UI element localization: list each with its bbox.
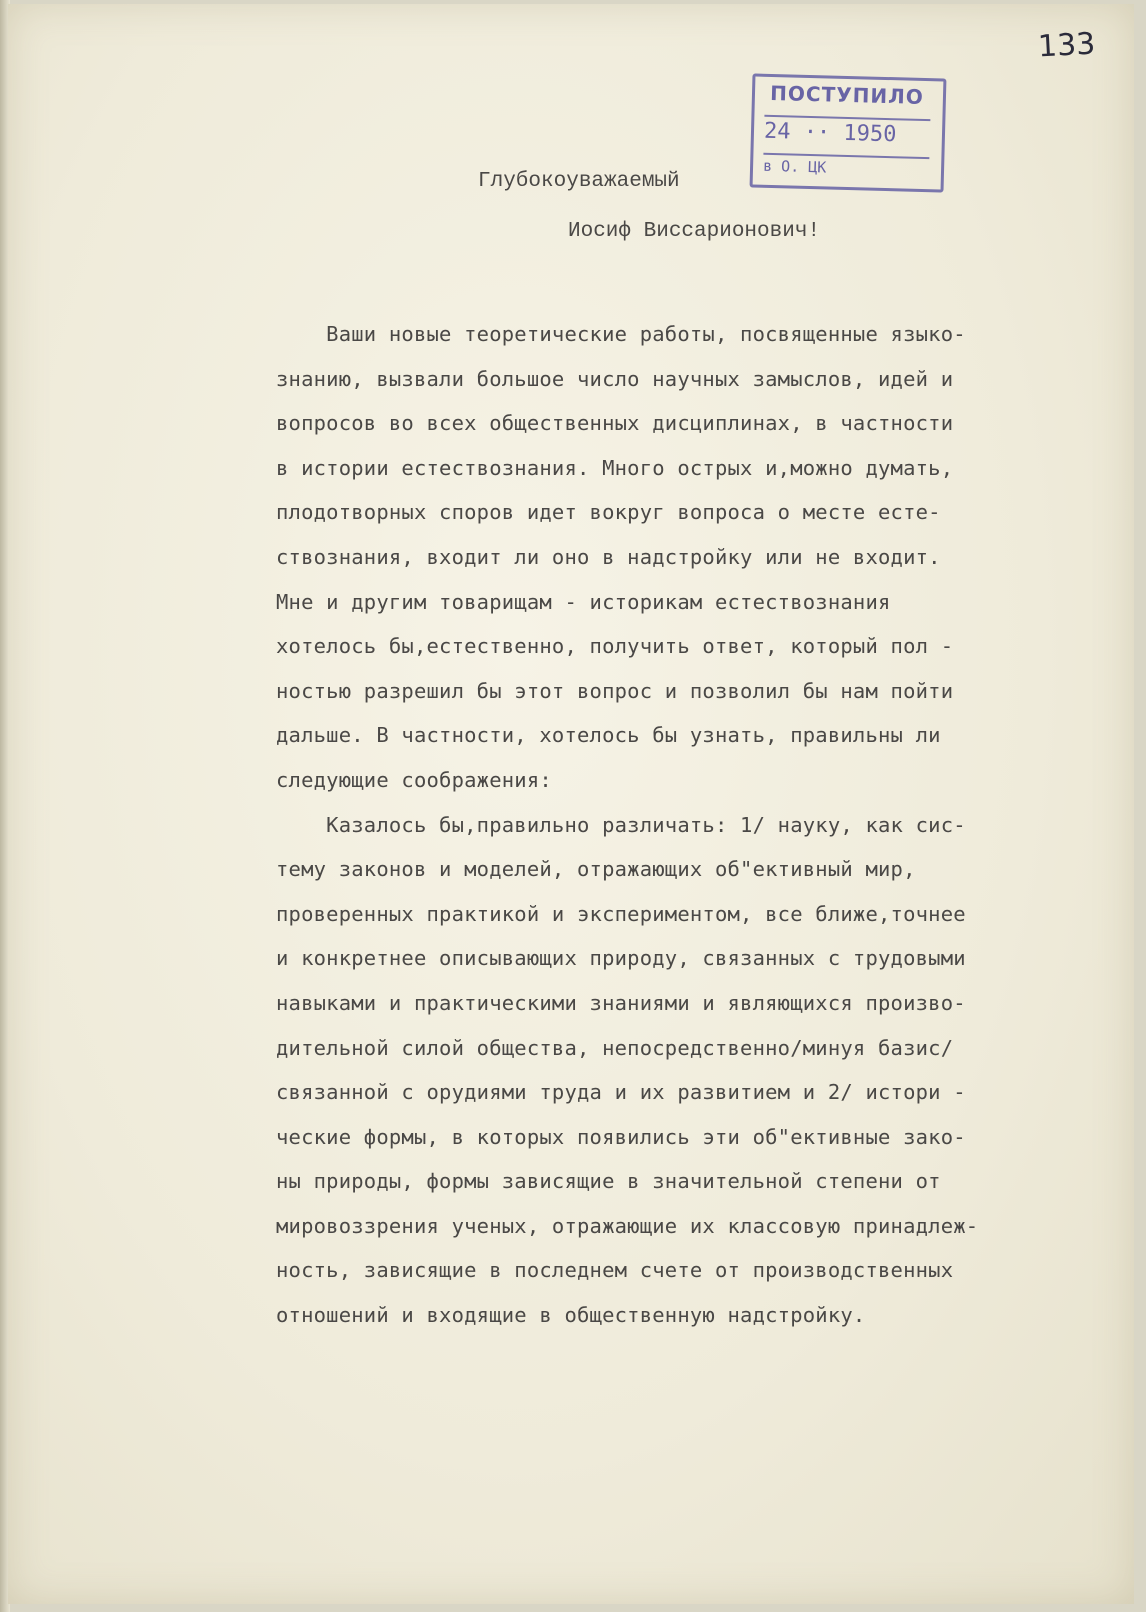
- stamp-title: ПОСТУПИЛО: [769, 80, 925, 109]
- letter-salutation: Глубокоуважаемый: [478, 170, 680, 193]
- page-number: 133: [1037, 26, 1097, 65]
- letter-addressee: Иосиф Виссарионович!: [568, 220, 821, 243]
- received-stamp: [750, 73, 947, 192]
- stamp-date: 24 ·· 1950: [764, 115, 931, 148]
- stamp-office: в О. ЦК: [763, 153, 930, 179]
- letter-body: Ваши новые теоретические работы, посвященные языко- знанию, вызвали большое число научных замыслов, идей и вопросов во всех общественных дисциплинах, в частности в истории естествознания. Много острых и,можно думать, плодотворных споров идет вокруг вопроса о месте есте- ствознания, входит ли оно в надстройку или не входит. Мне и другим товарищам - историкам естествознания хотелось бы,естественно, получить ответ, который пол - ностью разрешил бы этот вопрос и позволил бы нам пойти дальше. В частности, хотелось бы узнать, правильны ли следующие соображения: Казалось бы,правильно различать: 1/ науку, как сис- тему законов и моделей, отражающих об"ективный мир, проверенных практикой и экспериментом, все ближе,точнее и конкретнее описывающих природу, связанных с трудовыми навыками и практическими знаниями и являющихся произво- дительной силой общества, непосредственно/минуя базис/ связанной с орудиями труда и их развитием и 2/ истори - ческие формы, в которых появились эти об"ективные зако- ны природы, формы зависящие в значительной степени от мировоззрения ученых, отражающие их классовую принадлеж- ность, зависящие в последнем счете от производственных отношений и входящие в общественную надстройку.: [276, 322, 979, 1328]
